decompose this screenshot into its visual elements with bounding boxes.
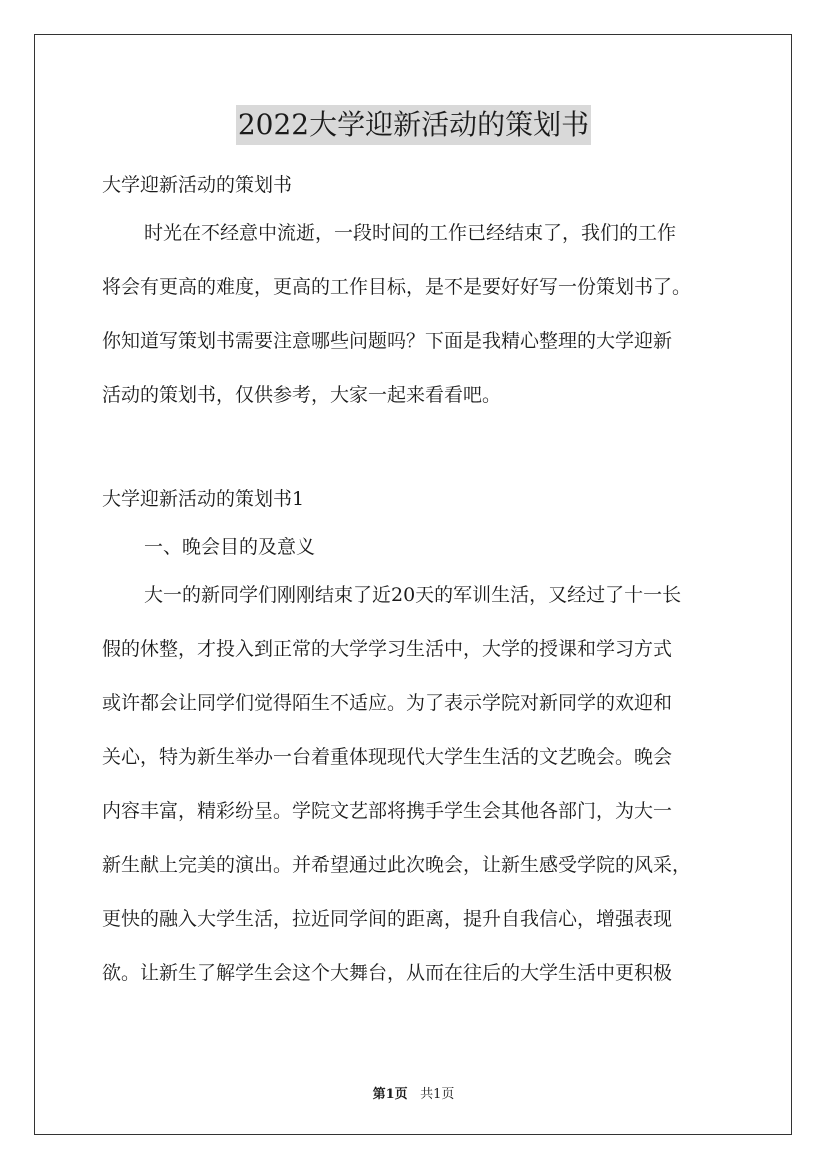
paragraph-line: 时光在不经意中流逝，一段时间的工作已经结束了，我们的工作	[144, 222, 677, 244]
section-heading: 大学迎新活动的策划书1	[102, 488, 305, 510]
paragraph-line: 你知道写策划书需要注意哪些问题吗？下面是我精心整理的大学迎新	[102, 330, 673, 352]
paragraph-line: 关心，特为新生举办一台着重体现现代大学生生活的文艺晚会。晚会	[102, 746, 673, 768]
paragraph-line: 内容丰富，精彩纷呈。学院文艺部将携手学生会其他各部门，为大一	[102, 800, 673, 822]
document-title-text: 2022大学迎新活动的策划书	[236, 105, 591, 145]
paragraph-line: 或许都会让同学们觉得陌生不适应。为了表示学院对新同学的欢迎和	[102, 692, 673, 714]
page-total: 共1页	[420, 1087, 455, 1102]
document-body	[102, 172, 742, 986]
document-title	[0, 104, 827, 145]
paragraph-line: 更快的融入大学生活，拉近同学间的距离，提升自我信心，增强表现	[102, 908, 673, 930]
paragraph-line: 假的休整，才投入到正常的大学学习生活中，大学的授课和学习方式	[102, 638, 673, 660]
page-number: 第1页	[372, 1087, 408, 1102]
paragraph-line: 活动的策划书，仅供参考，大家一起来看看吧。	[102, 384, 502, 406]
paragraph-line: 欲。让新生了解学生会这个大舞台，从而在往后的大学生活中更积极	[102, 962, 673, 984]
intro-paragraph	[102, 220, 742, 408]
paragraph-line: 新生献上完美的演出。并希望通过此次晚会，让新生感受学院的风采，	[102, 854, 692, 876]
paragraph-line: 大一的新同学们刚刚结束了近20天的军训生活，又经过了十一长	[144, 584, 682, 606]
body-paragraph	[102, 582, 742, 986]
page-footer	[0, 1083, 827, 1102]
paragraph-line: 将会有更高的难度，更高的工作目标，是不是要好好写一份策划书了。	[102, 276, 692, 298]
document-subtitle: 大学迎新活动的策划书	[102, 174, 293, 196]
item-heading: 一、晚会目的及意义	[144, 536, 316, 558]
